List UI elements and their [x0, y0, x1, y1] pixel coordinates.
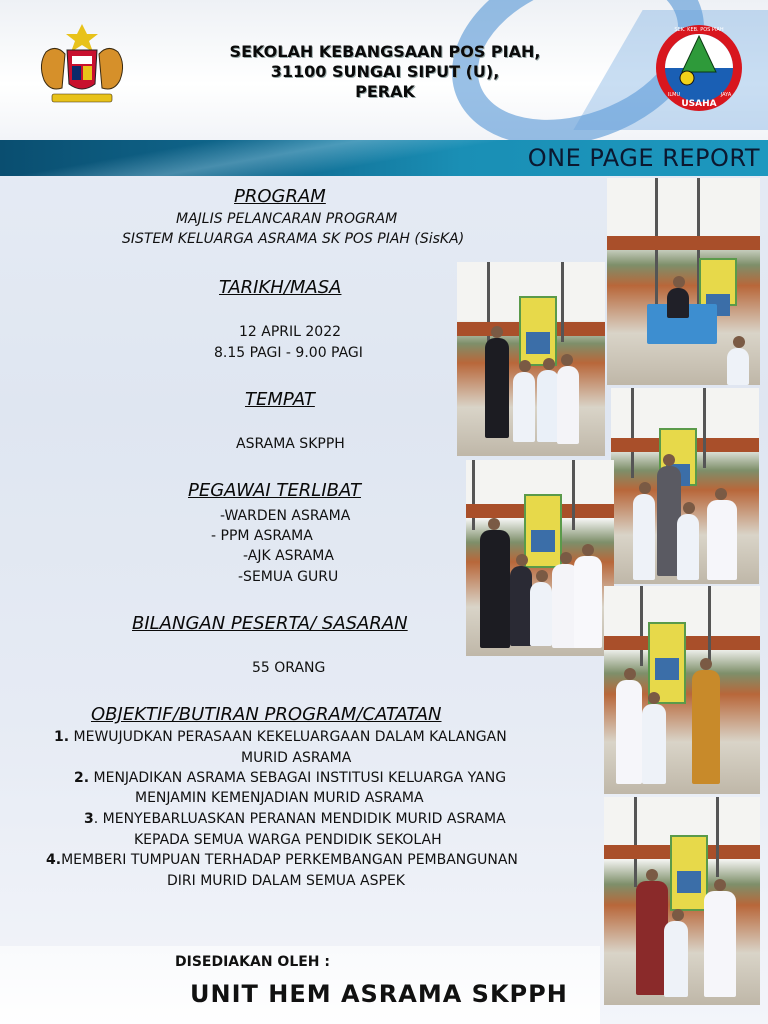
pegawai-item: -WARDEN ASRAMA [220, 508, 351, 524]
event-photo [607, 178, 760, 385]
event-photo [604, 586, 760, 794]
bilangan-heading: BILANGAN PESERTA/ SASARAN [132, 613, 408, 634]
school-name [180, 42, 590, 102]
objektif-item-3: 3. MENYEBARLUASKAN PERANAN MENDIDIK MURID ASRAMA [84, 811, 506, 827]
tarikh-time: 8.15 PAGI - 9.00 PAGI [214, 345, 363, 361]
band-stripe [0, 140, 520, 176]
objektif-item-4-cont: DIRI MURID DALAM SEMUA ASPEK [167, 873, 405, 889]
pegawai-item: -AJK ASRAMA [243, 548, 334, 564]
malaysia-coat-of-arms-icon [32, 22, 132, 112]
pegawai-item: - PPM ASRAMA [211, 528, 313, 544]
school-logo-left-text: ILMU [667, 92, 681, 98]
event-photo [466, 460, 614, 656]
objektif-item-4: 4.MEMBERI TUMPUAN TERHADAP PERKEMBANGAN PEMBANGUNAN [46, 852, 518, 868]
school-logo-bottom-text: USAHA [681, 99, 717, 109]
objektif-item-3-cont: KEPADA SEMUA WARGA PENDIDIK SEKOLAH [134, 832, 442, 848]
program-heading: PROGRAM [234, 186, 326, 207]
event-photo [457, 262, 605, 456]
tarikh-heading: TARIKH/MASA [219, 277, 342, 298]
prepared-by-unit: UNIT HEM ASRAMA SKPPH [190, 980, 568, 1008]
tarikh-date: 12 APRIL 2022 [239, 324, 342, 340]
program-line1: MAJLIS PELANCARAN PROGRAM [176, 211, 398, 227]
school-name-line1: SEKOLAH KEBANGSAAN POS PIAH, [229, 42, 541, 61]
school-logo-icon [654, 22, 744, 114]
prepared-by-label: DISEDIAKAN OLEH : [175, 954, 330, 970]
pegawai-heading: PEGAWAI TERLIBAT [188, 480, 361, 501]
school-name-line2: 31100 SUNGAI SIPUT (U), [270, 62, 500, 81]
report-title: ONE PAGE REPORT [527, 144, 760, 172]
objektif-heading: OBJEKTIF/BUTIRAN PROGRAM/CATATAN [91, 704, 442, 725]
tempat-heading: TEMPAT [245, 389, 315, 410]
objektif-item-2: 2. MENJADIKAN ASRAMA SEBAGAI INSTITUSI KELUARGA YANG [74, 770, 507, 786]
objektif-item-1: 1. MEWUJUDKAN PERASAAN KEKELUARGAAN DALAM KALANGAN [54, 729, 507, 745]
school-logo-right-text: JAYA [720, 92, 732, 98]
objektif-item-2-cont: MENJAMIN KEMENJADIAN MURID ASRAMA [135, 790, 424, 806]
bilangan-value: 55 ORANG [252, 660, 326, 676]
tempat-value: ASRAMA SKPPH [236, 436, 345, 452]
program-line2: SISTEM KELUARGA ASRAMA SK POS PIAH (SisKA) [122, 231, 465, 247]
school-logo-top-text: SEK. KEB. POS PIAH [674, 27, 724, 33]
school-name-line3: PERAK [355, 82, 415, 101]
pegawai-item: -SEMUA GURU [238, 569, 339, 585]
event-photo [604, 797, 760, 1005]
event-photo [611, 388, 759, 584]
objektif-item-1-cont: MURID ASRAMA [241, 750, 352, 766]
